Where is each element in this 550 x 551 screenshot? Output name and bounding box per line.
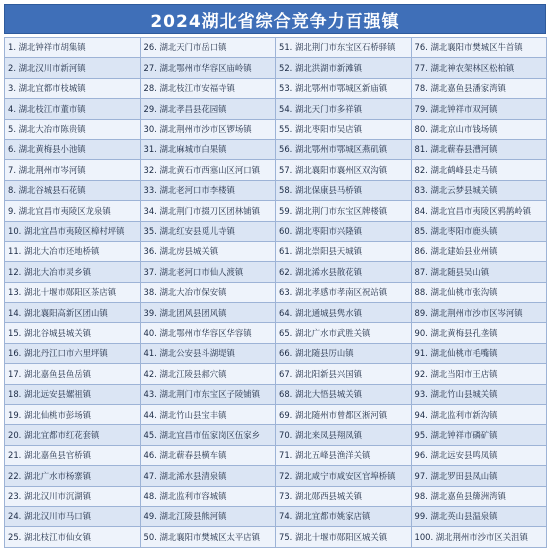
town-entry: 94. 湖北监利市新沟镇 <box>411 405 547 425</box>
table-row <box>5 445 547 465</box>
town-entry: 72. 湖北咸宁市咸安区官埠桥镇 <box>276 466 412 486</box>
table-row <box>5 282 547 302</box>
town-entry: 1. 湖北钟祥市胡集镇 <box>5 38 141 58</box>
town-entry: 97. 湖北罗田县凤山镇 <box>411 466 547 486</box>
town-entry: 3. 湖北宜都市枝城镇 <box>5 78 141 98</box>
town-entry: 77. 湖北神农架林区松柏镇 <box>411 58 547 78</box>
town-entry: 99. 湖北英山县温泉镇 <box>411 506 547 526</box>
table-row <box>5 139 547 159</box>
town-entry: 67. 湖北阳新县兴国镇 <box>276 364 412 384</box>
town-entry: 18. 湖北远安县嫘祖镇 <box>5 384 141 404</box>
town-entry: 2. 湖北汉川市新河镇 <box>5 58 141 78</box>
town-entry: 28. 湖北枝江市安福寺镇 <box>140 78 276 98</box>
table-row <box>5 241 547 261</box>
town-entry: 8. 湖北谷城县石花镇 <box>5 180 141 200</box>
town-entry: 42. 湖北江陵县郝穴镇 <box>140 364 276 384</box>
town-entry: 49. 湖北江陵县熊河镇 <box>140 506 276 526</box>
town-entry: 54. 湖北天门市多祥镇 <box>276 99 412 119</box>
town-entry: 81. 湖北蕲春县漕河镇 <box>411 139 547 159</box>
town-entry: 7. 湖北荆州市岑河镇 <box>5 160 141 180</box>
town-entry: 39. 湖北团风县团风镇 <box>140 303 276 323</box>
town-entry: 15. 湖北谷城县城关镇 <box>5 323 141 343</box>
table-row <box>5 58 547 78</box>
town-entry: 31. 湖北麻城市白果镇 <box>140 139 276 159</box>
town-entry: 57. 湖北襄阳市襄州区双沟镇 <box>276 160 412 180</box>
town-entry: 19. 湖北仙桃市彭场镇 <box>5 405 141 425</box>
town-entry: 51. 湖北荆门市东宝区石桥驿镇 <box>276 38 412 58</box>
town-entry: 62. 湖北浠水县散花镇 <box>276 262 412 282</box>
town-entry: 40. 湖北鄂州市华容区华容镇 <box>140 323 276 343</box>
town-entry: 78. 湖北嘉鱼县潘家湾镇 <box>411 78 547 98</box>
town-entry: 66. 湖北随县厉山镇 <box>276 343 412 363</box>
town-entry: 13. 湖北十堰市郧阳区茶店镇 <box>5 282 141 302</box>
town-entry: 84. 湖北宜昌市夷陵区鸦鹊岭镇 <box>411 201 547 221</box>
town-entry: 60. 湖北枣阳市兴隆镇 <box>276 221 412 241</box>
table-row <box>5 425 547 445</box>
town-entry: 85. 湖北枣阳市鹿头镇 <box>411 221 547 241</box>
town-entry: 21. 湖北嘉鱼县官桥镇 <box>5 445 141 465</box>
town-entry: 34. 湖北荆门市掇刀区团林铺镇 <box>140 201 276 221</box>
town-entry: 50. 湖北襄阳市樊城区太平店镇 <box>140 527 276 547</box>
table-row <box>5 486 547 506</box>
town-entry: 30. 湖北荆州市沙市区锣场镇 <box>140 119 276 139</box>
town-entry: 91. 湖北仙桃市毛嘴镇 <box>411 343 547 363</box>
town-entry: 95. 湖北钟祥市磷矿镇 <box>411 425 547 445</box>
town-entry: 9. 湖北宜昌市夷陵区龙泉镇 <box>5 201 141 221</box>
town-entry: 53. 湖北鄂州市鄂城区新庙镇 <box>276 78 412 98</box>
town-entry: 45. 湖北宜昌市伍家岗区伍家乡 <box>140 425 276 445</box>
table-row <box>5 180 547 200</box>
town-entry: 38. 湖北大冶市保安镇 <box>140 282 276 302</box>
town-entry: 47. 湖北浠水县清泉镇 <box>140 466 276 486</box>
town-entry: 29. 湖北孝昌县花园镇 <box>140 99 276 119</box>
town-entry: 17. 湖北嘉鱼县鱼岳镇 <box>5 364 141 384</box>
town-entry: 6. 湖北黄梅县小池镇 <box>5 139 141 159</box>
town-entry: 80. 湖北京山市钱场镇 <box>411 119 547 139</box>
town-entry: 79. 湖北钟祥市双河镇 <box>411 99 547 119</box>
table-row <box>5 119 547 139</box>
town-entry: 73. 湖北郧西县城关镇 <box>276 486 412 506</box>
town-entry: 11. 湖北大冶市还地桥镇 <box>5 241 141 261</box>
town-entry: 27. 湖北鄂州市华容区庙岭镇 <box>140 58 276 78</box>
table-row <box>5 262 547 282</box>
town-entry: 92. 湖北当阳市王店镇 <box>411 364 547 384</box>
town-entry: 70. 湖北来凤县翔凤镇 <box>276 425 412 445</box>
table-row <box>5 303 547 323</box>
table-row <box>5 221 547 241</box>
table-row <box>5 323 547 343</box>
town-entry: 52. 湖北洪湖市新滩镇 <box>276 58 412 78</box>
town-entry: 83. 湖北云梦县城关镇 <box>411 180 547 200</box>
town-entry: 71. 湖北五峰县渔洋关镇 <box>276 445 412 465</box>
page-title: 2024湖北省综合竞争力百强镇 <box>4 4 546 34</box>
town-entry: 10. 湖北宜昌市夷陵区樟村坪镇 <box>5 221 141 241</box>
town-entry: 69. 湖北随州市曾都区淅河镇 <box>276 405 412 425</box>
town-entry: 44. 湖北竹山县宝丰镇 <box>140 405 276 425</box>
town-entry: 90. 湖北黄梅县孔垄镇 <box>411 323 547 343</box>
table-row <box>5 405 547 425</box>
town-entry: 61. 湖北崇阳县天城镇 <box>276 241 412 261</box>
table-row <box>5 343 547 363</box>
town-entry: 14. 湖北襄阳高新区团山镇 <box>5 303 141 323</box>
town-entry: 25. 湖北枝江市仙女镇 <box>5 527 141 547</box>
town-entry: 63. 湖北孝感市孝南区祝站镇 <box>276 282 412 302</box>
town-entry: 5. 湖北大冶市陈贵镇 <box>5 119 141 139</box>
town-entry: 96. 湖北远安县鸣凤镇 <box>411 445 547 465</box>
town-entry: 76. 湖北襄阳市樊城区牛首镇 <box>411 38 547 58</box>
table-row <box>5 38 547 58</box>
table-row <box>5 201 547 221</box>
town-entry: 33. 湖北老河口市李楼镇 <box>140 180 276 200</box>
town-entry: 37. 湖北老河口市仙人渡镇 <box>140 262 276 282</box>
table-row <box>5 78 547 98</box>
town-entry: 16. 湖北丹江口市六里坪镇 <box>5 343 141 363</box>
town-entry: 65. 湖北广水市武胜关镇 <box>276 323 412 343</box>
town-entry: 46. 湖北蕲春县横车镇 <box>140 445 276 465</box>
ranking-table <box>4 37 547 548</box>
town-entry: 75. 湖北十堰市郧阳区城关镇 <box>276 527 412 547</box>
table-row <box>5 506 547 526</box>
table-row <box>5 364 547 384</box>
town-entry: 100. 湖北荆州市沙市区关沮镇 <box>411 527 547 547</box>
town-entry: 35. 湖北红安县觅儿寺镇 <box>140 221 276 241</box>
town-entry: 55. 湖北枣阳市吴店镇 <box>276 119 412 139</box>
town-entry: 86. 湖北建始县业州镇 <box>411 241 547 261</box>
town-entry: 48. 湖北监利市容城镇 <box>140 486 276 506</box>
town-entry: 64. 湖北通城县隽水镇 <box>276 303 412 323</box>
town-entry: 32. 湖北黄石市西塞山区河口镇 <box>140 160 276 180</box>
town-entry: 22. 湖北广水市杨寨镇 <box>5 466 141 486</box>
town-entry: 88. 湖北仙桃市张沟镇 <box>411 282 547 302</box>
town-entry: 89. 湖北荆州市沙市区岑河镇 <box>411 303 547 323</box>
town-entry: 74. 湖北宜都市姚家店镇 <box>276 506 412 526</box>
town-entry: 98. 湖北嘉鱼县簰洲湾镇 <box>411 486 547 506</box>
town-entry: 58. 湖北保康县马桥镇 <box>276 180 412 200</box>
town-entry: 12. 湖北大冶市灵乡镇 <box>5 262 141 282</box>
town-entry: 41. 湖北公安县斗湖堤镇 <box>140 343 276 363</box>
town-entry: 87. 湖北随县吴山镇 <box>411 262 547 282</box>
town-entry: 93. 湖北竹山县城关镇 <box>411 384 547 404</box>
town-entry: 4. 湖北枝江市董市镇 <box>5 99 141 119</box>
town-entry: 24. 湖北汉川市马口镇 <box>5 506 141 526</box>
town-entry: 56. 湖北鄂州市鄂城区燕矶镇 <box>276 139 412 159</box>
table-row <box>5 527 547 547</box>
town-entry: 26. 湖北天门市岳口镇 <box>140 38 276 58</box>
town-entry: 23. 湖北汉川市沉湖镇 <box>5 486 141 506</box>
town-entry: 82. 湖北鹤峰县走马镇 <box>411 160 547 180</box>
town-entry: 36. 湖北房县城关镇 <box>140 241 276 261</box>
table-row <box>5 99 547 119</box>
town-entry: 68. 湖北大悟县城关镇 <box>276 384 412 404</box>
table-row <box>5 466 547 486</box>
town-entry: 59. 湖北荆门市东宝区牌楼镇 <box>276 201 412 221</box>
town-entry: 20. 湖北宜都市红花套镇 <box>5 425 141 445</box>
town-entry: 43. 湖北荆门市东宝区子陵铺镇 <box>140 384 276 404</box>
table-row <box>5 384 547 404</box>
table-row <box>5 160 547 180</box>
